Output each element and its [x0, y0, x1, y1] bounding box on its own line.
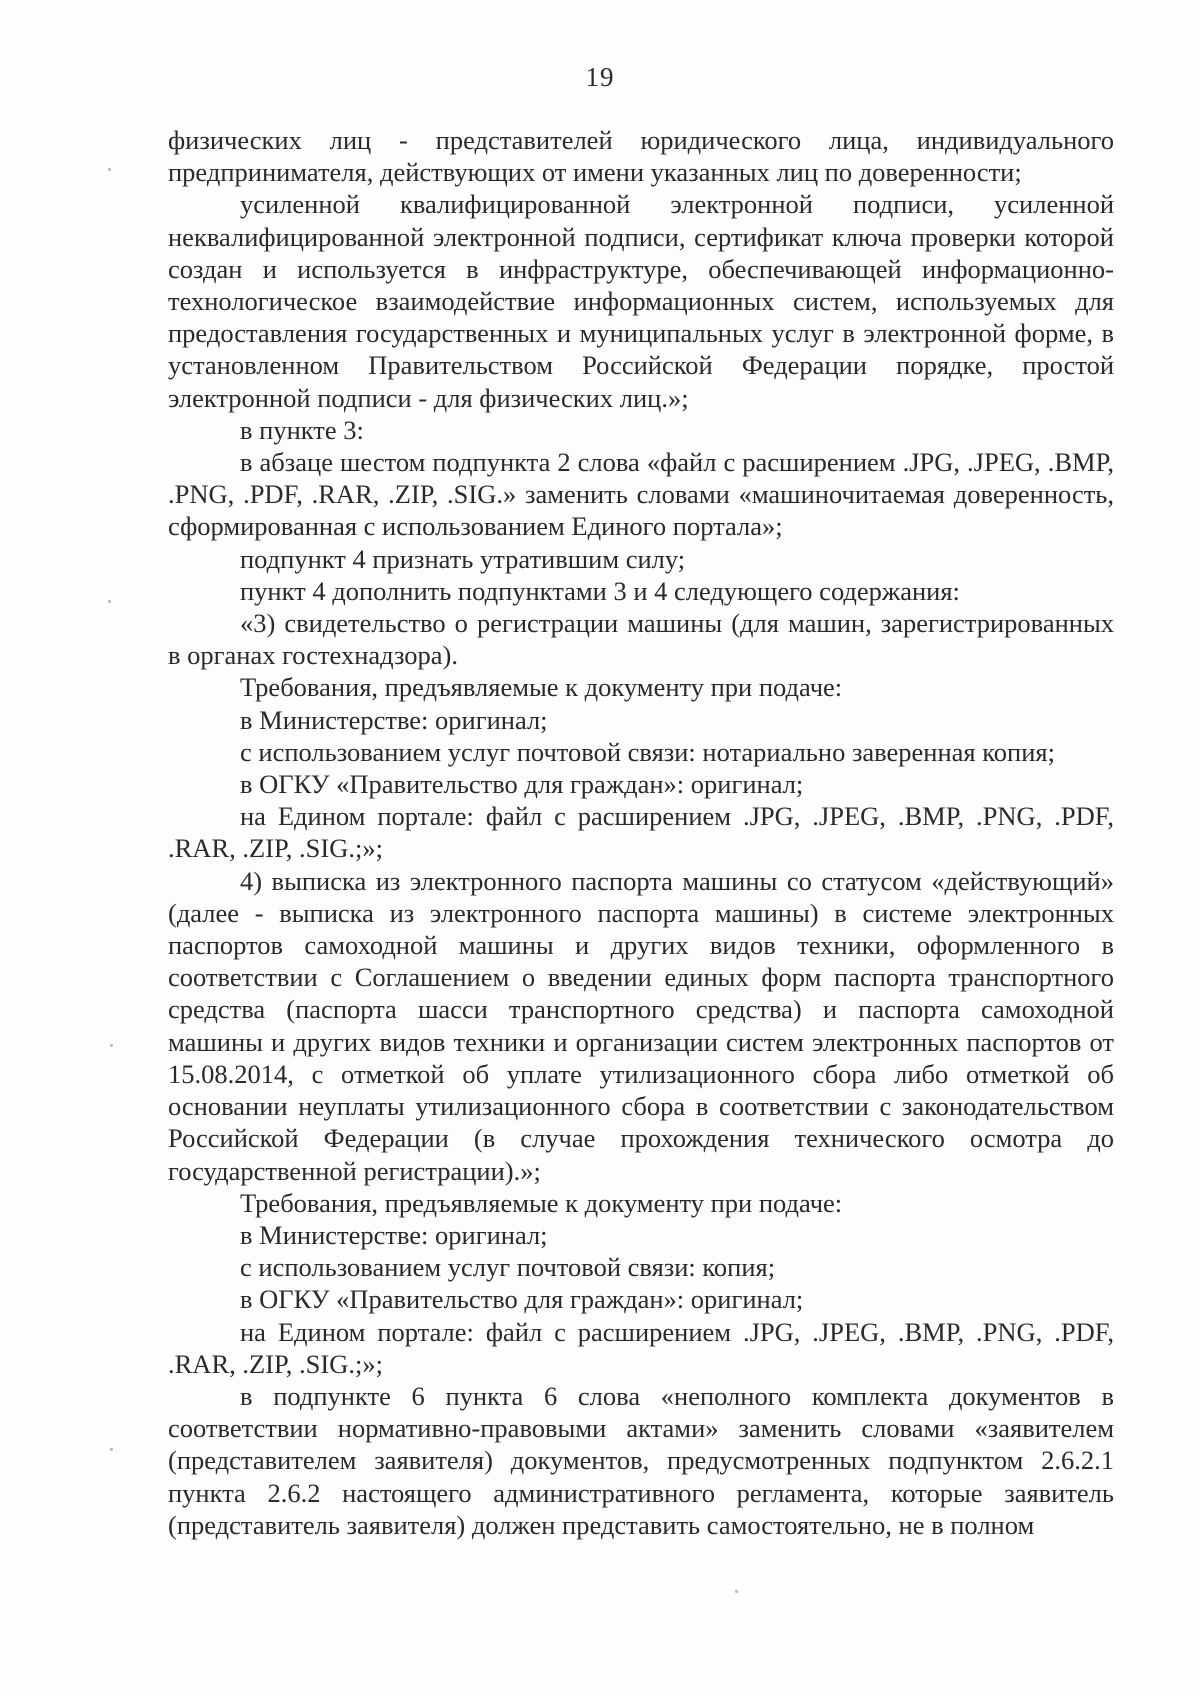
paragraph: «3) свидетельство о регистрации машины (для машин, зарегистрированных в органах гостехнадзора).: [168, 608, 1114, 671]
paragraph: Требования, предъявляемые к документу при подаче:: [240, 672, 843, 703]
paragraph: пункт 4 дополнить подпунктами 3 и 4 следующего содержания:: [240, 575, 960, 606]
paragraph: на Едином портале: файл с расширением .JPG, .JPEG, .BMP, .PNG, .PDF, .RAR, .ZIP, .SIG.;»;: [168, 801, 1114, 864]
page-number: 19: [585, 62, 615, 92]
scan-speck: [110, 1448, 113, 1451]
paragraph: в подпункте 6 пункта 6 слова «неполного комплекта документов в соответствии нормативно-правовыми актами» заменить словами «заявителем (представителем заявителя) документов, предусмотренных подпунктом 2.6.2.1 пункта 2.6.2 настоящего административного регламента, которые заявитель (представитель заявителя) должен представить самостоятельно, не в полном: [168, 1380, 1114, 1540]
paragraph: с использованием услуг почтовой связи: нотариально заверенная копия;: [240, 736, 1055, 767]
scan-speck: [108, 168, 111, 171]
paragraph: в Министерстве: оригинал;: [240, 704, 548, 735]
paragraph: в ОГКУ «Правительство для граждан»: оригинал;: [240, 1284, 804, 1315]
paragraph: с использованием услуг почтовой связи: копия;: [240, 1252, 776, 1283]
scan-speck: [110, 1044, 113, 1047]
scan-speck: [108, 600, 111, 603]
paragraph: в пункте 3:: [240, 414, 364, 445]
paragraph: усиленной квалифицированной электронной подписи, усиленной неквалифицированной электронной подписи, сертификат ключа проверки которой создан и используется в инфраструктуре, обеспечивающей информационно-технологическое взаимодействие информационных систем, используемых для предоставления государственных и муниципальных услуг в электронной форме, в установленном Правительством Российской Федерации порядке, простой электронной подписи - для физических лиц.»;: [168, 189, 1114, 413]
paragraph: в ОГКУ «Правительство для граждан»: оригинал;: [240, 769, 804, 800]
paragraph: подпункт 4 признать утратившим силу;: [240, 543, 686, 574]
scan-speck: [735, 1590, 738, 1593]
paragraph: Требования, предъявляемые к документу при подаче:: [240, 1187, 843, 1218]
paragraph: в абзаце шестом подпункта 2 слова «файл с расширением .JPG, .JPEG, .BMP, .PNG, .PDF, .RAR, .ZIP, .SIG.» заменить словами «машиночитаемая доверенность, сформированная с использованием Единого портала»;: [168, 447, 1114, 542]
paragraph: физических лиц - представителей юридического лица, индивидуального предпринимателя, действующих от имени указанных лиц по доверенности;: [168, 125, 1114, 188]
paragraph: 4) выписка из электронного паспорта машины со статусом «действующий» (далее - выписка из электронного паспорта машины) в системе электронных паспортов самоходной машины и других видов техники, оформленного в соответствии с Соглашением о введении единых форм паспорта транспортного средства (паспорта шасси транспортного средства) и паспорта самоходной машины и других видов техники и организации систем электронных паспортов от 15.08.2014, с отметкой об уплате утилизационного сбора либо отметкой об основании неуплаты утилизационного сбора в соответствии с законодательством Российской Федерации (в случае прохождения технического осмотра до государственной регистрации).»;: [168, 865, 1114, 1186]
paragraph: в Министерстве: оригинал;: [240, 1219, 548, 1250]
paragraph: на Едином портале: файл с расширением .JPG, .JPEG, .BMP, .PNG, .PDF, .RAR, .ZIP, .SIG.;»;: [168, 1316, 1114, 1379]
document-body: [168, 124, 1114, 1541]
